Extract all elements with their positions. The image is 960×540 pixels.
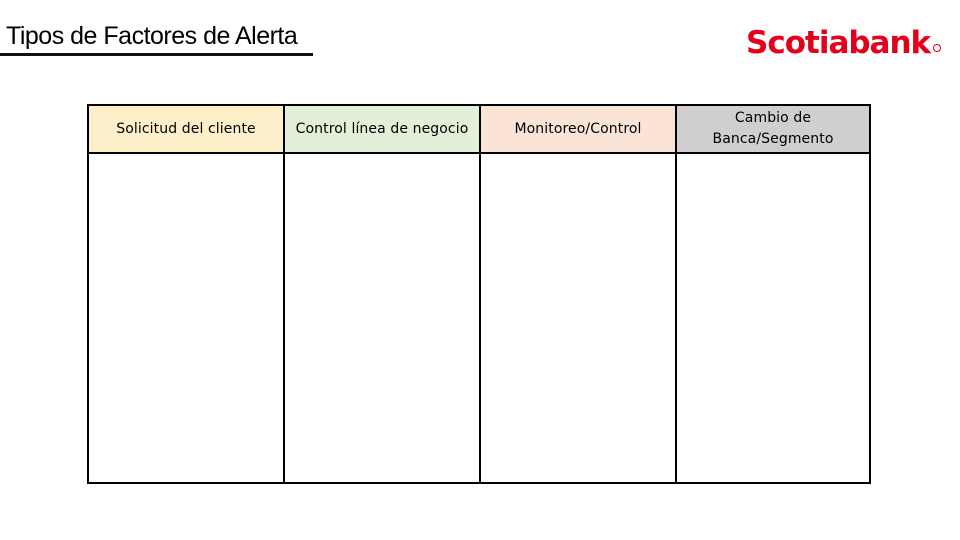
scotiabank-logo bbox=[746, 22, 942, 60]
column-body-cambio-banca-segmento bbox=[677, 154, 869, 482]
alert-factors-table bbox=[87, 104, 871, 484]
header-control-linea-negocio: Control línea de negocio bbox=[285, 106, 481, 154]
column-body-solicitud-cliente bbox=[89, 154, 285, 482]
column-body-control-linea-negocio bbox=[285, 154, 481, 482]
header-monitoreo-control: Monitoreo/Control bbox=[481, 106, 677, 154]
registered-mark-icon bbox=[934, 45, 941, 52]
logo-wordmark: Scotiabank bbox=[746, 25, 931, 60]
header-cambio-banca-segmento: Cambio de Banca/Segmento bbox=[677, 106, 869, 154]
column-body-monitoreo-control bbox=[481, 154, 677, 482]
title-underline bbox=[0, 53, 313, 56]
slide-title: Tipos de Factores de Alerta bbox=[6, 22, 298, 50]
header-solicitud-cliente: Solicitud del cliente bbox=[89, 106, 285, 154]
